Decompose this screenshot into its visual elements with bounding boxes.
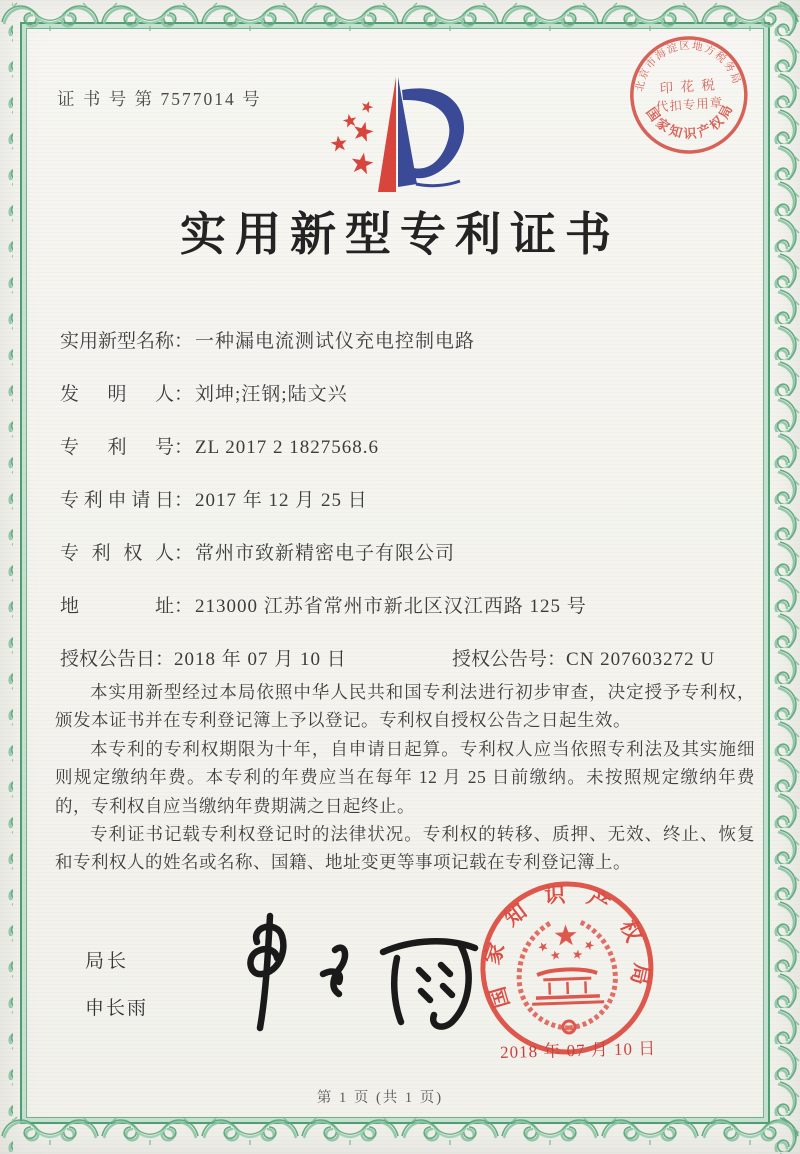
field-value: 2017 年 12 月 25 日 bbox=[195, 490, 368, 511]
cnipa-logo bbox=[320, 74, 480, 204]
logo-obelisk-red bbox=[378, 77, 396, 192]
commissioner-signature bbox=[205, 912, 485, 1037]
field-row-address bbox=[60, 591, 587, 618]
seal-ring-text: 国家知识产权局 bbox=[479, 882, 655, 1011]
field-value: ZL 2017 2 1827568.6 bbox=[195, 437, 380, 458]
field-label: 专利权人 bbox=[60, 543, 174, 564]
field-row-inventors bbox=[60, 379, 348, 406]
field-value: 一种漏电流测试仪充电控制电路 bbox=[195, 331, 476, 352]
field-label: 专利申请日 bbox=[60, 490, 174, 511]
field-label: 地址 bbox=[60, 596, 174, 617]
ornament-band-right bbox=[766, 0, 800, 1154]
grant-number-value: CN 207603272 U bbox=[566, 649, 716, 670]
ornament-band-top bbox=[0, 0, 800, 36]
grant-date-row bbox=[60, 644, 347, 671]
commissioner-name: 申长雨 bbox=[85, 998, 149, 1019]
legal-text bbox=[55, 678, 755, 877]
field-colon: ： bbox=[155, 649, 175, 670]
field-colon: ： bbox=[174, 384, 194, 405]
certificate-number: 证 书 号 第 7577014 号 bbox=[57, 89, 262, 109]
commissioner-title: 局长 bbox=[85, 951, 130, 972]
certificate-title: 实用新型专利证书 bbox=[180, 209, 620, 260]
field-value: 刘坤;汪钢;陆文兴 bbox=[195, 384, 348, 405]
field-colon: ： bbox=[174, 596, 194, 617]
field-row-patent-number bbox=[60, 432, 379, 459]
field-row-utility-model-name bbox=[60, 326, 475, 353]
logo-swoosh bbox=[416, 181, 460, 186]
legal-paragraph-1: 本实用新型经过本局依照中华人民共和国专利法进行初步审查，决定授予专利权，颁发本证书并在专利登记簿上予以登记。专利权自授权公告之日起生效。 bbox=[55, 682, 755, 731]
tax-stamp-line1: 印 花 税 bbox=[659, 77, 718, 97]
field-value: 213000 江苏省常州市新北区汉江西路 125 号 bbox=[195, 596, 587, 617]
tax-stamp-arc-bottom-text: 国家知识产权局 bbox=[643, 99, 737, 142]
grant-date-value: 2018 年 07 月 10 日 bbox=[174, 649, 347, 670]
seal-emblem-gate bbox=[531, 968, 604, 1004]
legal-paragraph-3: 专利证书记载专利权登记时的法律状况。专利权的转移、质押、无效、终止、恢复和专利权人的姓名或名称、国籍、地址变更等事项记载在专利登记簿上。 bbox=[55, 824, 755, 873]
ornament-band-bottom bbox=[0, 1114, 800, 1154]
field-colon: ： bbox=[174, 437, 194, 458]
field-colon: ： bbox=[174, 543, 194, 564]
field-label: 实用新型名称 bbox=[60, 331, 175, 352]
field-colon: ： bbox=[174, 490, 194, 511]
grant-number-label: 授权公告号 bbox=[452, 649, 548, 670]
grant-number-row bbox=[452, 644, 715, 671]
field-row-filing-date bbox=[60, 485, 368, 512]
tax-stamp-arc-top-text: 北京市海淀区地方税务局 bbox=[634, 40, 742, 93]
tax-stamp bbox=[623, 29, 756, 166]
page-footer: 第 1 页 (共 1 页) bbox=[316, 1090, 444, 1106]
field-row-patentee bbox=[60, 538, 455, 565]
field-label: 发明人 bbox=[60, 384, 174, 405]
tax-stamp-line2: 代扣专用章 bbox=[655, 95, 724, 115]
field-colon: ： bbox=[174, 331, 194, 352]
logo-stars bbox=[330, 99, 375, 175]
field-colon: ： bbox=[547, 649, 567, 670]
grant-date-label: 授权公告日 bbox=[60, 649, 156, 670]
legal-paragraph-2: 本专利的专利权期限为十年，自申请日起算。专利权人应当依照专利法及其实施细则规定缴纳年费。本专利的年费应当在每年 12 月 25 日前缴纳。未按照规定缴纳年费的，专利权自应当缴纳年费期满之日起终止。 bbox=[55, 738, 755, 816]
field-label: 专利号 bbox=[60, 437, 174, 458]
seal-date: 2018 年 07 月 10 日 bbox=[499, 1038, 657, 1063]
field-value: 常州市致新精密电子有限公司 bbox=[195, 543, 456, 564]
ornament-band-left bbox=[0, 0, 13, 1154]
